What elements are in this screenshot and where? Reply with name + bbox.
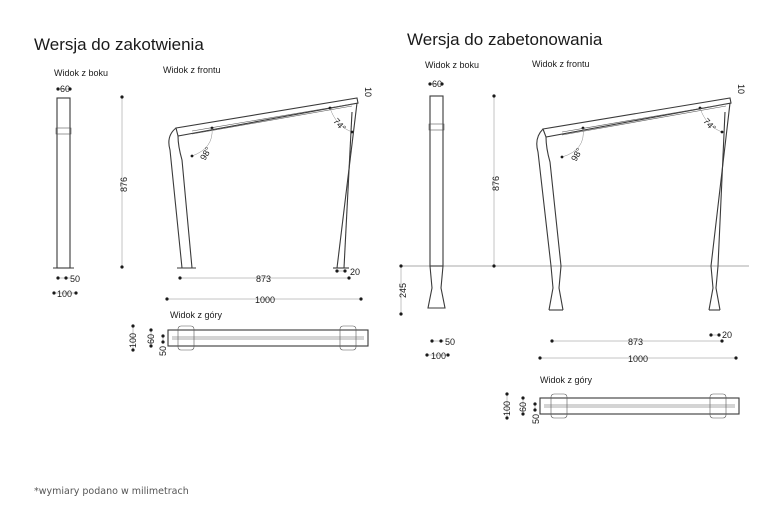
dim-top-inner-right: 60 <box>518 401 528 412</box>
label-side-view-left: Widok z boku <box>54 68 109 78</box>
dim-top-edge-right: 50 <box>531 413 541 424</box>
angle-left-front-left: 98° <box>198 145 214 163</box>
front-view-left <box>165 98 362 301</box>
dim-top-inner-left: 60 <box>146 333 156 344</box>
dim-span-total-left: 1000 <box>255 295 276 305</box>
dim-foot-offset-right: 20 <box>722 330 733 340</box>
dim-foot-depth-right: 50 <box>445 337 456 347</box>
dim-height-right: 876 <box>491 175 501 191</box>
dim-roof-edge-right: 10 <box>736 84 746 95</box>
dim-top-depth-right: 100 <box>502 400 512 416</box>
dim-foot-width-right: 100 <box>431 351 447 361</box>
dim-height-left: 876 <box>119 176 129 192</box>
title-anchored-version: Wersja do zakotwienia <box>34 35 204 54</box>
label-top-view-right: Widok z góry <box>540 375 593 385</box>
dim-width-top-left: 60 <box>60 84 71 94</box>
dim-embed-depth: 245 <box>398 282 408 298</box>
label-front-view-left: Widok z frontu <box>163 65 221 75</box>
dim-foot-width-left: 100 <box>57 289 73 299</box>
dim-span-inner-left: 873 <box>256 274 272 284</box>
dim-top-edge-left: 50 <box>158 345 168 356</box>
dim-span-inner-right: 873 <box>628 337 644 347</box>
dim-top-depth-left: 100 <box>128 332 138 348</box>
title-concreted-version: Wersja do zabetonowania <box>407 30 603 49</box>
front-view-right <box>537 98 738 360</box>
label-side-view-right: Widok z boku <box>425 60 480 70</box>
angle-right-front-right: 74° <box>701 116 718 134</box>
label-top-view-left: Widok z góry <box>170 310 223 320</box>
dim-span-total-right: 1000 <box>628 354 649 364</box>
footnote: *wymiary podano w milimetrach <box>34 486 189 497</box>
angle-right-front-left: 74° <box>331 116 348 134</box>
dim-roof-edge-left: 10 <box>363 87 373 98</box>
label-front-view-right: Widok z frontu <box>532 59 590 69</box>
side-view-right <box>399 82 449 356</box>
side-view-left <box>52 87 77 294</box>
dim-foot-offset-left: 20 <box>350 267 361 277</box>
dim-width-top-right: 60 <box>432 79 443 89</box>
dim-foot-depth-left: 50 <box>70 274 81 284</box>
angle-left-front-right: 98° <box>569 146 585 164</box>
